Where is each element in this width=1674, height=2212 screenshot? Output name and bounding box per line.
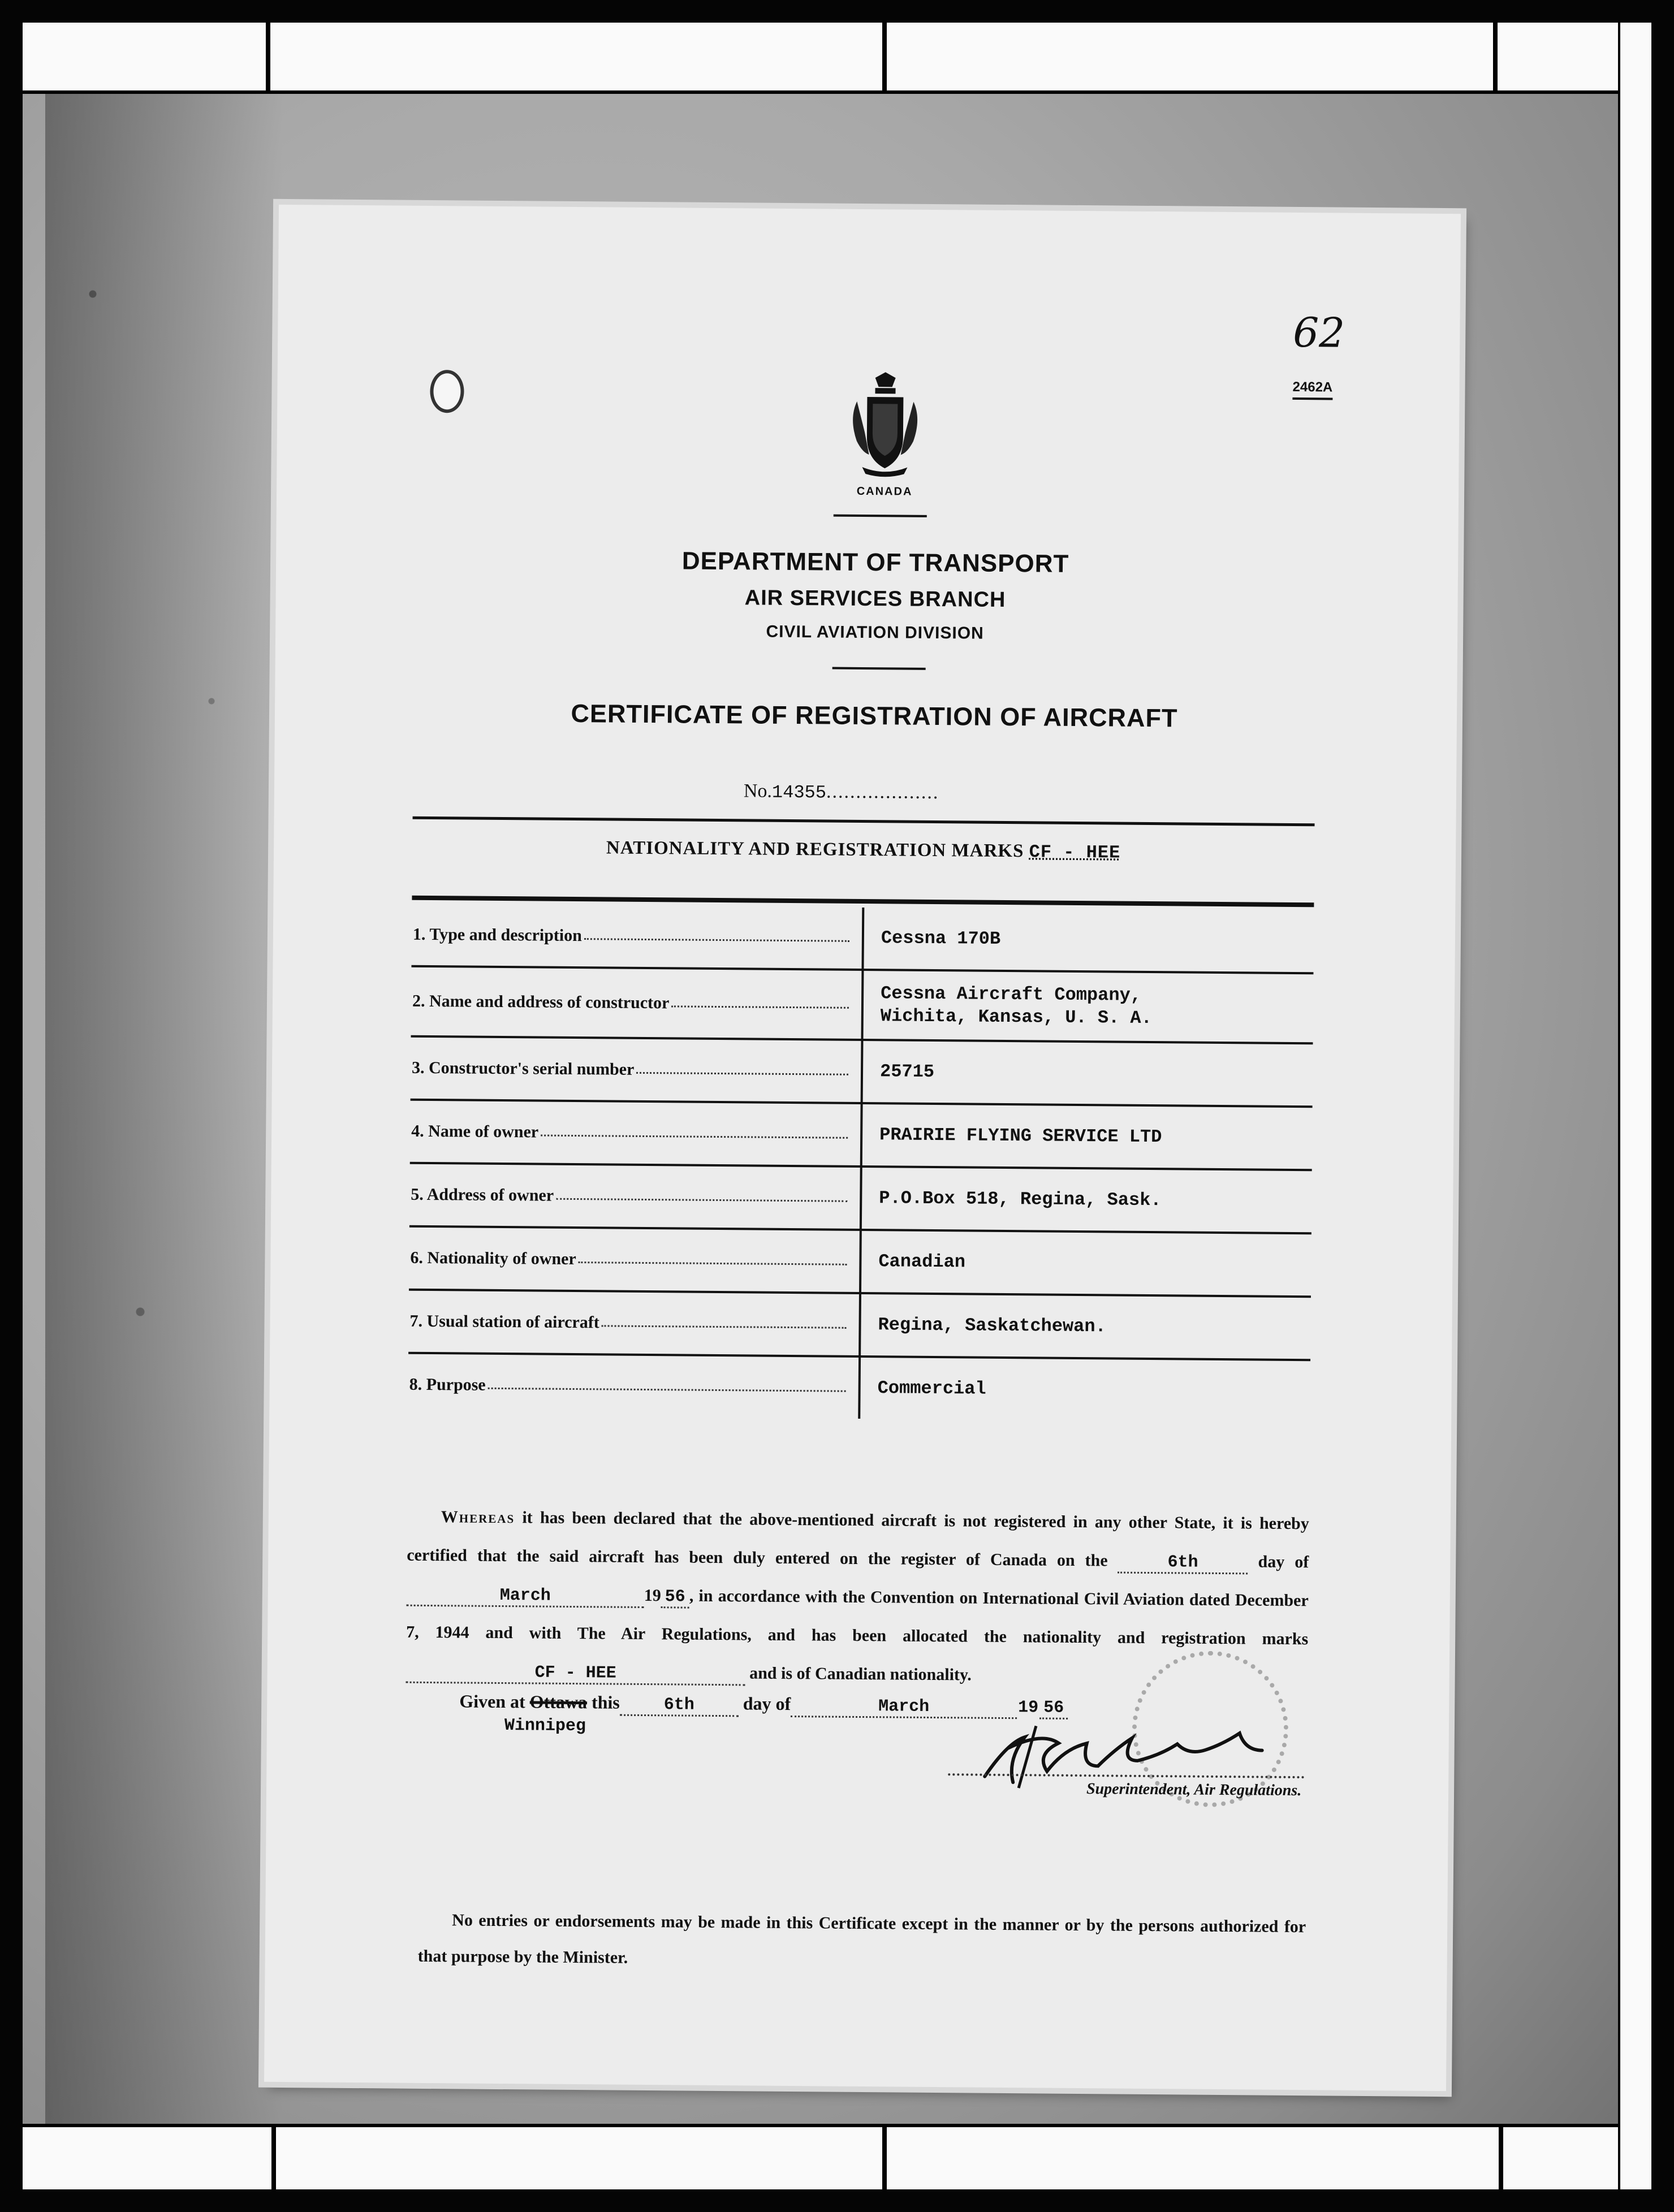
certificate-page bbox=[264, 205, 1461, 2091]
dot-leader bbox=[636, 1072, 848, 1075]
declaration-text-5: and is of Canadian nationality. bbox=[749, 1664, 972, 1684]
table-row bbox=[410, 1101, 1313, 1172]
row-label-text: 8. Purpose bbox=[409, 1375, 486, 1394]
row-label-text: 6. Nationality of owner bbox=[410, 1248, 576, 1269]
signatory-title: Superintendent, Air Regulations. bbox=[1086, 1780, 1302, 1800]
frame-divider bbox=[1499, 2127, 1503, 2189]
row-value: PRAIRIE FLYING SERVICE LTD bbox=[879, 1124, 1162, 1148]
row-label-text: 2. Name and address of constructor bbox=[412, 991, 670, 1013]
punch-hole bbox=[430, 370, 464, 413]
frame-divider bbox=[266, 23, 270, 90]
row-label bbox=[411, 967, 864, 1039]
dot-leader bbox=[602, 1325, 847, 1328]
row-label bbox=[412, 904, 865, 969]
divider bbox=[413, 816, 1315, 827]
registration-table bbox=[408, 904, 1314, 1422]
frame-divider bbox=[271, 2127, 276, 2189]
row-value: Canadian bbox=[878, 1251, 966, 1273]
branch-title: AIR SERVICES BRANCH bbox=[744, 586, 1006, 612]
film-edge-top bbox=[23, 23, 1651, 94]
divider bbox=[834, 515, 927, 517]
row-value: Cessna 170B bbox=[881, 927, 1001, 949]
declaration-whereas: Whereas bbox=[441, 1507, 515, 1527]
dot-leader bbox=[671, 1005, 849, 1008]
row-label bbox=[411, 1038, 864, 1102]
row-value: Commercial bbox=[877, 1377, 986, 1399]
certificate-number-dots: ................... bbox=[826, 781, 939, 803]
footer-note: No entries or endorsements may be made in this Certificate except in the manner or by the persons authorized for that purpose by the Minister. bbox=[417, 1911, 1306, 1967]
row-label bbox=[409, 1228, 862, 1292]
frame-divider bbox=[882, 2127, 887, 2189]
certificate-number-value: 14355 bbox=[771, 781, 827, 803]
department-title: DEPARTMENT OF TRANSPORT bbox=[681, 547, 1069, 578]
certificate-number bbox=[744, 780, 939, 804]
declaration-text-4: , in accordance with the Convention on International Civil Aviation dated December 7, 1944 and with The Air Regulations, and has been allocated the nationality and registration marks bbox=[406, 1586, 1309, 1649]
frame-divider bbox=[1493, 23, 1498, 90]
table-row bbox=[409, 1228, 1311, 1298]
table-row bbox=[408, 1291, 1311, 1362]
table-row bbox=[409, 1164, 1312, 1235]
dot-leader bbox=[579, 1261, 847, 1265]
film-edge-bottom bbox=[23, 2124, 1651, 2189]
table-row bbox=[411, 967, 1314, 1045]
frame-divider bbox=[882, 23, 887, 90]
given-19: 19 bbox=[1018, 1698, 1039, 1718]
row-label-text: 7. Usual station of aircraft bbox=[409, 1311, 599, 1332]
given-year: 56 bbox=[1039, 1698, 1068, 1719]
page-number: 62 bbox=[1293, 308, 1345, 357]
row-label bbox=[410, 1101, 863, 1165]
table-row bbox=[411, 904, 1314, 975]
registration-marks-label: NATIONALITY AND REGISTRATION MARKS bbox=[606, 837, 1024, 862]
row-value: Cessna Aircraft Company, Wichita, Kansas, U. S. A. bbox=[880, 983, 1153, 1029]
row-value: Regina, Saskatchewan. bbox=[878, 1314, 1106, 1337]
film-edge-right bbox=[1618, 23, 1651, 2189]
registration-marks-line bbox=[412, 836, 1314, 865]
given-day: 6th bbox=[620, 1695, 739, 1717]
given-month: March bbox=[791, 1696, 1017, 1719]
given-struck-city: Ottawa bbox=[529, 1691, 588, 1713]
dot-leader bbox=[584, 938, 849, 942]
registration-marks-value: CF - HEE bbox=[1029, 841, 1121, 863]
row-label bbox=[408, 1291, 861, 1355]
declaration-marks: CF - HEE bbox=[406, 1662, 745, 1686]
row-label-text: 4. Name of owner bbox=[411, 1121, 539, 1142]
table-row bbox=[411, 1038, 1313, 1108]
row-label-text: 3. Constructor's serial number bbox=[411, 1058, 635, 1079]
dot-leader bbox=[541, 1134, 848, 1138]
film-frame bbox=[23, 23, 1651, 2189]
row-label bbox=[409, 1164, 862, 1229]
dot-leader bbox=[556, 1198, 847, 1202]
given-day-of: day of bbox=[743, 1693, 791, 1714]
declaration-text-1: it has been declared that the above-mentioned aircraft is not registered in any other State, it is hereby certified that the said aircraft has been duly entered on the register of Canada on the bbox=[407, 1508, 1309, 1570]
declaration-day: 6th bbox=[1118, 1553, 1248, 1575]
given-handwritten-city: Winnipeg bbox=[504, 1716, 586, 1736]
given-prefix: Given at bbox=[459, 1691, 525, 1712]
row-label-text: 1. Type and description bbox=[412, 924, 583, 945]
given-this: this bbox=[591, 1692, 620, 1713]
certificate-number-label: No. bbox=[743, 780, 773, 802]
film-speckle bbox=[45, 90, 283, 2126]
declaration-text-2: day of bbox=[1258, 1552, 1309, 1572]
declaration-month: March bbox=[407, 1585, 644, 1608]
declaration-year: 56 bbox=[661, 1587, 689, 1608]
declaration-text-3: 19 bbox=[644, 1585, 661, 1605]
row-value: 25715 bbox=[879, 1061, 935, 1082]
dot-leader bbox=[488, 1387, 846, 1392]
divider bbox=[832, 667, 926, 670]
form-number: 2462A bbox=[1292, 379, 1332, 400]
canada-coat-of-arms-icon bbox=[839, 368, 931, 481]
row-value: P.O.Box 518, Regina, Sask. bbox=[879, 1187, 1162, 1211]
division-title: CIVIL AVIATION DIVISION bbox=[766, 622, 984, 643]
row-label-text: 5. Address of owner bbox=[411, 1185, 554, 1205]
table-row bbox=[408, 1354, 1310, 1423]
row-label bbox=[408, 1354, 861, 1419]
certificate-title: CERTIFICATE OF REGISTRATION OF AIRCRAFT bbox=[571, 698, 1178, 733]
crest-label: CANADA bbox=[856, 485, 913, 498]
